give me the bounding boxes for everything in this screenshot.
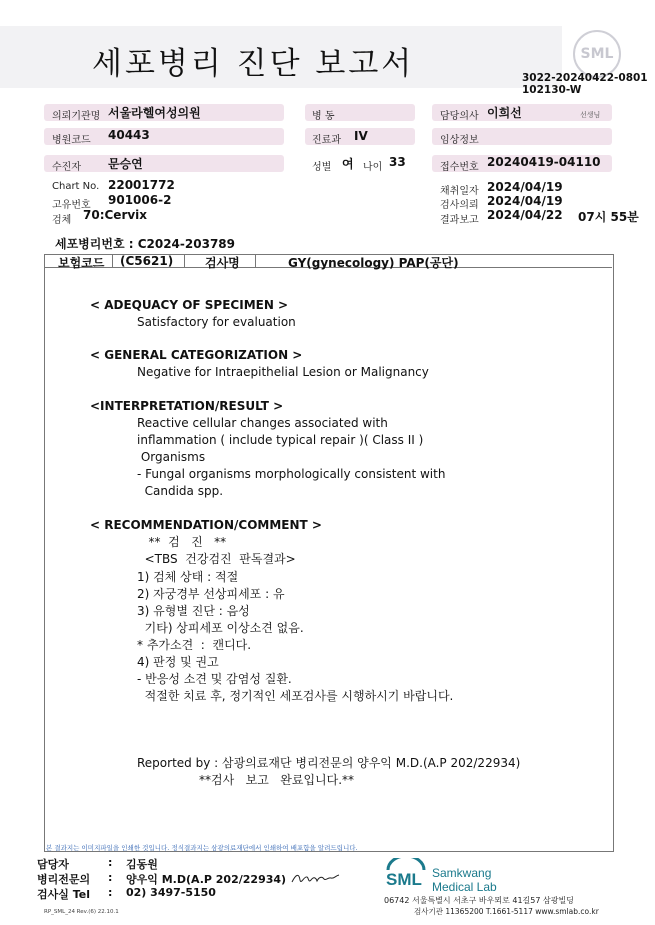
institution-number: 검사기관 11365200 T.1661-5117 www.smlab.co.kr [414,907,599,916]
doctor-value: 이희선 [487,106,522,120]
company-address: 06742 서울특별시 서초구 바우뫼로 41길57 삼광빌딩 [384,896,574,905]
age-value: 33 [389,155,406,169]
recommendation-line: 2) 자궁경부 선상피세포 : 유 [137,587,285,601]
clinical-label: 임상정보 [440,135,479,146]
institution-value: 서울라헬여성의원 [108,106,201,120]
doctor-label: 담당의사 [440,111,479,122]
recommendation-line: 1) 검체 상태 : 적절 [137,570,239,584]
header-divider-2 [184,254,185,267]
interpretation-line: Candida spp. [137,484,224,498]
interpretation-line: Organisms [137,450,206,464]
recommendation-line: 적절한 치료 후, 정기적인 세포검사를 시행하시기 바랍니다. [137,689,454,703]
request-date-label: 검사의뢰 [440,200,479,211]
chart-no-value: 22001772 [108,178,175,192]
reported-by: Reported by : 삼광의료재단 병리전문의 양우익 M.D.(A.P 202/22934) [137,756,521,770]
request-date-value: 2024/04/19 [487,194,563,208]
interpretation-line: - Fungal organisms morphologically consistent with [137,467,446,481]
image-notice: 본 결과지는 이미지파일을 인쇄한 것입니다. 정식결과지는 삼광의료재단에서 인쇄하여 배포함을 알려드립니다. [46,844,358,852]
dept-label: 진료과 [312,135,341,146]
insurance-code-label: 보험코드 [58,256,105,270]
recommendation-line: * 추가소견 : 캔디다. [137,638,252,652]
recommendation-line: 3) 유형별 진단 : 음성 [137,604,250,618]
insurance-code-value: (C5621) [120,254,174,268]
recommendation-line: 기타) 상피세포 이상소견 없음. [137,621,304,635]
sml-logo-badge: SML [573,30,621,78]
receipt-value: 20240419-04110 [487,155,601,169]
report-date-value: 2024/04/22 [487,208,563,222]
doc-number-line-1: 3022-20240422-0801 [522,72,648,84]
lab-tel-label: 검사실 Tel [37,888,90,901]
doc-number-line-2: 102130-W [522,84,582,96]
header-divider-1 [112,254,113,267]
institution-label: 의뢰기관명 [52,111,101,122]
unique-no-label: 고유번호 [52,200,91,211]
signature-image [290,868,342,888]
recommendation-line: ** 검 진 ** [137,535,227,549]
pathologist-colon: : [108,871,113,884]
general-text: Negative for Intraepithelial Lesion or Malignancy [137,365,429,379]
interpretation-heading: <INTERPRETATION/RESULT > [90,399,284,413]
recommendation-line: 4) 판정 및 권고 [137,655,219,669]
doctor-suffix: 선생님 [580,111,601,119]
lab-tel-value: 02) 3497-5150 [126,886,216,899]
adequacy-heading: < ADEQUACY OF SPECIMEN > [90,298,289,312]
test-name-value: GY(gynecology) PAP(공단) [288,256,459,270]
age-label: 나이 [363,162,383,173]
staff-label: 담당자 [37,858,69,871]
recommendation-heading: < RECOMMENDATION/COMMENT > [90,518,322,532]
sex-value: 여 [342,157,354,171]
sex-label: 성별 [312,162,332,173]
patient-label: 수진자 [52,162,81,173]
pathologist-value: 양우익 M.D(A.P 202/22934) [126,873,287,886]
header-divider-3 [255,254,256,267]
pathologist-label: 병리전문의 [37,873,91,886]
report-title: 세포병리 진단 보고서 [92,46,415,82]
company-name-1: Samkwang [432,866,492,880]
receipt-label: 접수번호 [440,162,479,173]
report-date-label: 결과보고 [440,215,479,226]
collect-date-value: 2024/04/19 [487,180,563,194]
specimen-label: 검체 [52,215,72,226]
hospital-code-label: 병원코드 [52,135,91,146]
chart-no-label: Chart No. [52,181,100,192]
interpretation-line: inflammation ( include typical repair )( Class II ) [137,433,424,447]
adequacy-text: Satisfactory for evaluation [137,315,296,329]
form-code: RP_SML_24 Rev.(6) 22.10.1 [44,909,119,915]
unique-no-value: 901006-2 [108,193,172,207]
patient-value: 문승연 [108,157,143,171]
recommendation-line: <TBS 건강검진 판독결과> [137,552,296,566]
hospital-code-value: 40443 [108,128,150,142]
interpretation-line: Reactive cellular changes associated with [137,416,388,430]
company-name-2: Medical Lab [432,880,497,894]
collect-date-label: 채취일자 [440,186,479,197]
report-complete: **검사 보고 완료입니다.** [199,773,355,787]
lab-tel-colon: : [108,886,113,899]
samkwang-logo-text: SML [386,870,422,889]
recommendation-line: - 반응성 소견 및 감염성 질환. [137,672,292,686]
ward-label: 병 동 [312,111,335,122]
pathology-number: 세포병리번호 : C2024-203789 [55,237,235,251]
staff-value: 김동원 [126,858,158,871]
staff-colon: : [108,856,113,869]
dept-value: IV [354,129,368,143]
test-name-label: 검사명 [205,256,240,270]
report-time-value: 07시 55분 [578,210,639,224]
specimen-value: 70:Cervix [83,208,148,222]
general-heading: < GENERAL CATEGORIZATION > [90,348,303,362]
